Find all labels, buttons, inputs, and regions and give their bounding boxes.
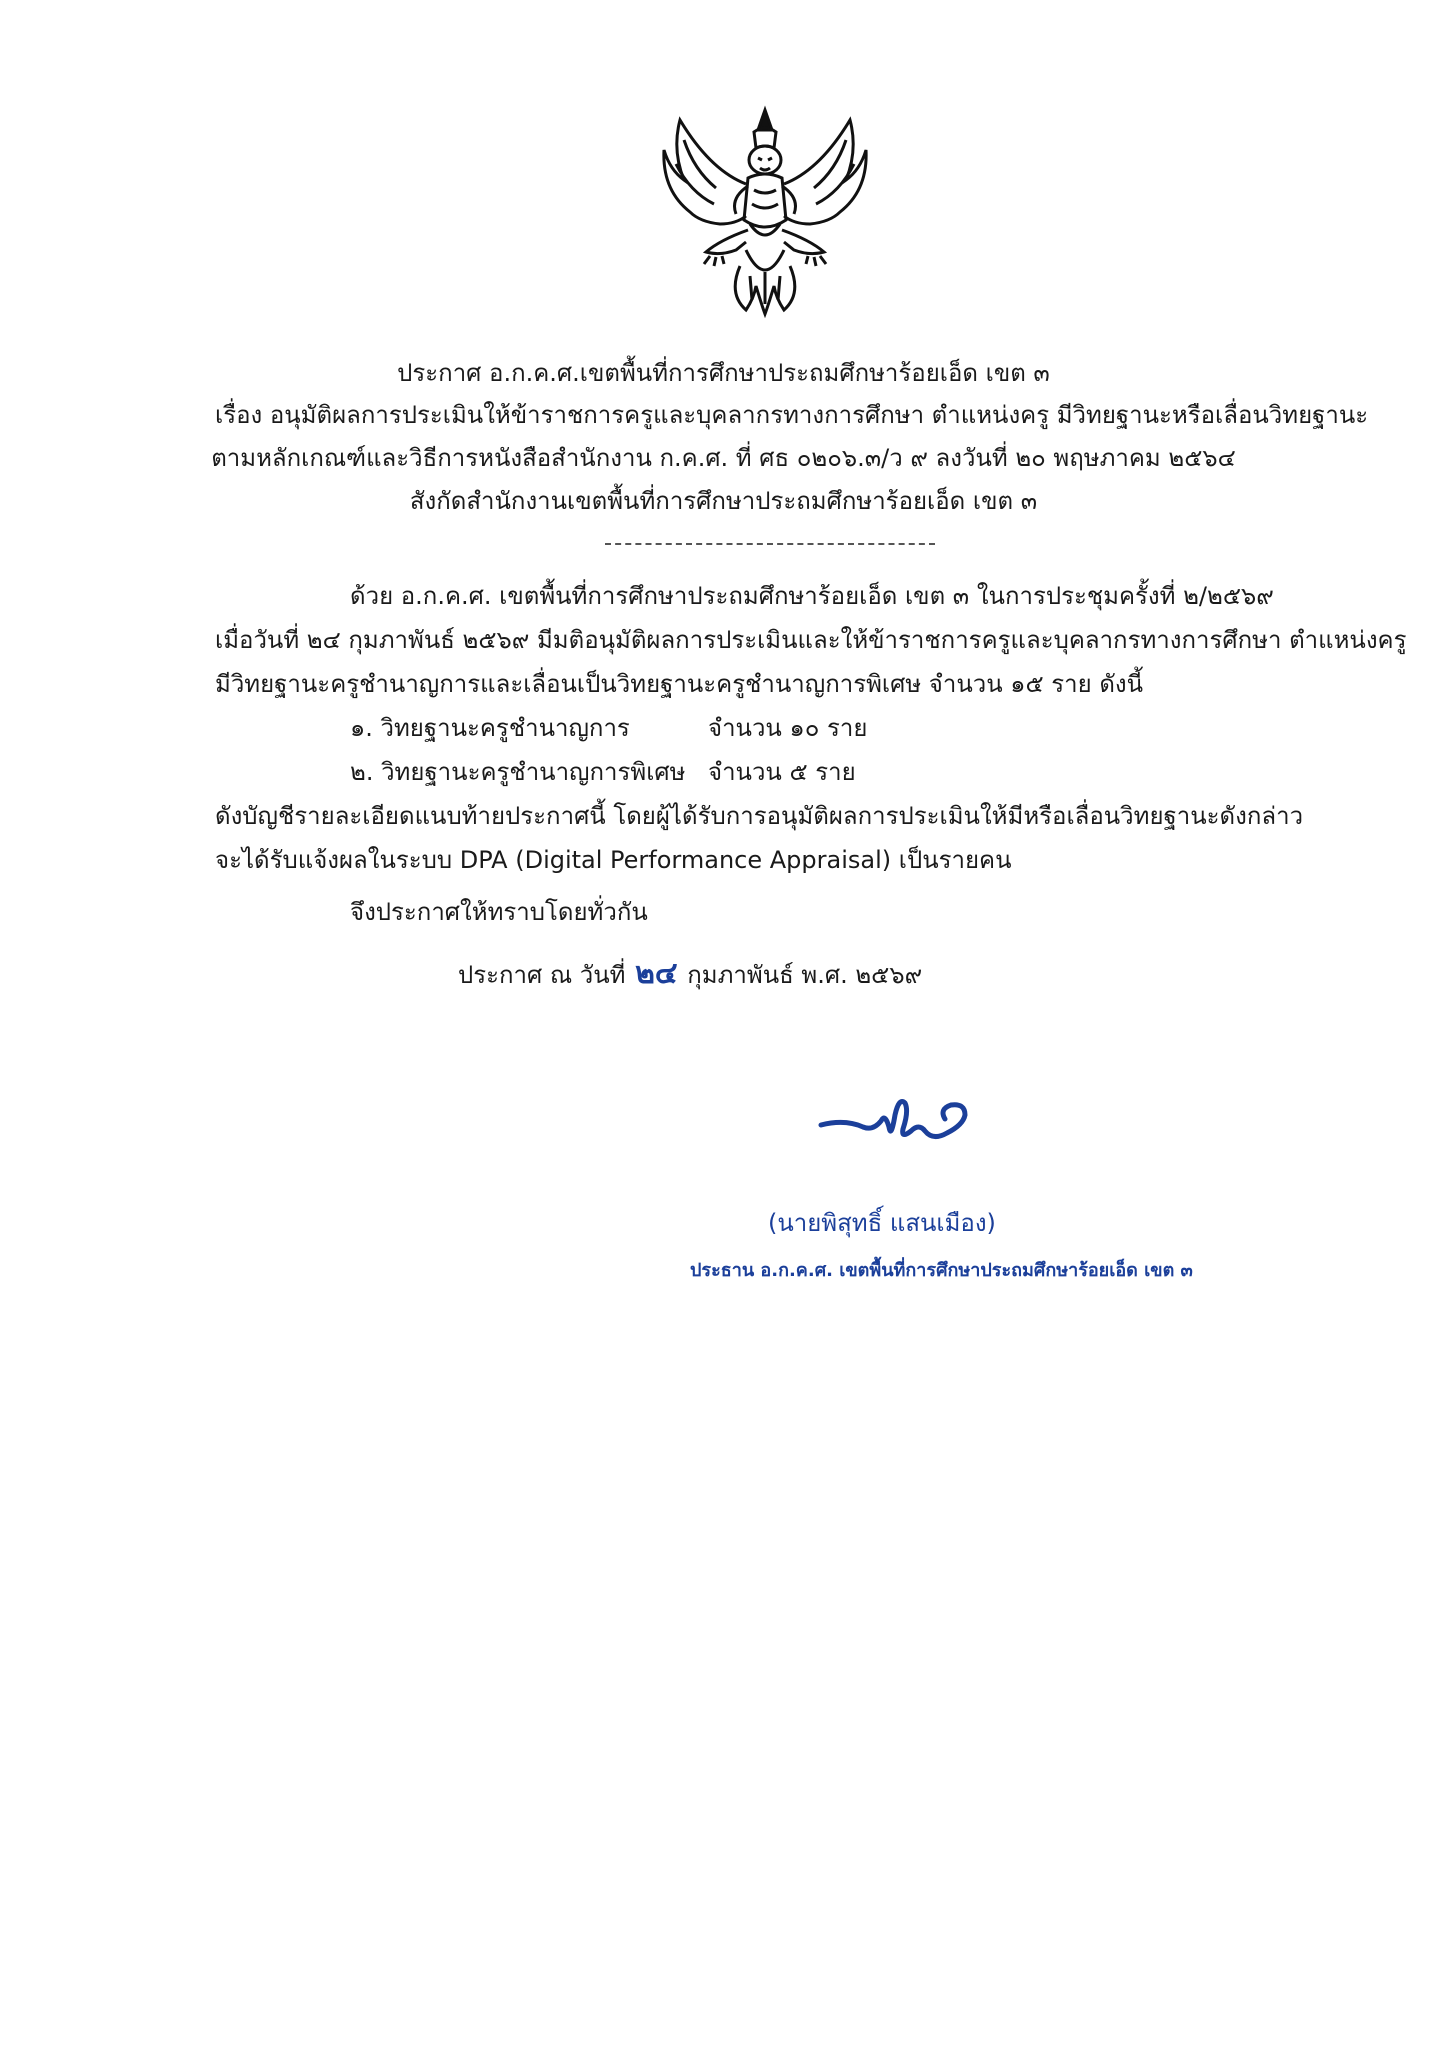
signatory-title: ประธาน อ.ก.ค.ศ. เขตพื้นที่การศึกษาประถมศึกษาร้อยเอ็ด เขต ๓ — [690, 1260, 1193, 1281]
signatory-name: (นายพิสุทธิ์ แสนเมือง) — [768, 1209, 996, 1237]
date-day-handwritten: ๒๔ — [635, 956, 678, 991]
body-paragraph-2-line-2: จะได้รับแจ้งผลในระบบ DPA (Digital Performance Appraisal) เป็นรายคน — [215, 846, 1012, 874]
list-item-label: ๒. วิทยฐานะครูชำนาญการพิเศษ — [350, 758, 686, 786]
list-item-label: ๑. วิทยฐานะครูชำนาญการ — [350, 714, 630, 742]
header-line-1: ประกาศ อ.ก.ค.ศ.เขตพื้นที่การศึกษาประถมศึกษาร้อยเอ็ด เขต ๓ — [397, 359, 1050, 387]
list-item — [350, 754, 685, 790]
announcement-date — [458, 956, 922, 993]
body-paragraph-1-line-3: มีวิทยฐานะครูชำนาญการและเลื่อนเป็นวิทยฐานะครูชำนาญการพิเศษ จำนวน ๑๕ ราย ดังนี้ — [215, 670, 1144, 698]
header-subject-line: เรื่อง อนุมัติผลการประเมินให้ข้าราชการครูและบุคลากรทางการศึกษา ตำแหน่งครู มีวิทยฐานะหรือเลื่อนวิทยฐานะ — [215, 401, 1369, 429]
header-line-3: ตามหลักเกณฑ์และวิธีการหนังสือสำนักงาน ก.ค.ศ. ที่ ศธ ๐๒๐๖.๓/ว ๙ ลงวันที่ ๒๐ พฤษภาคม ๒๕๖๔ — [211, 444, 1236, 472]
title-divider — [605, 543, 935, 545]
closing-statement: จึงประกาศให้ทราบโดยทั่วกัน — [350, 898, 648, 926]
garuda-emblem-icon — [650, 100, 880, 330]
date-prefix: ประกาศ ณ วันที่ — [458, 961, 626, 989]
list-item-count: จำนวน ๕ ราย — [708, 758, 856, 786]
body-paragraph-1-line-2: เมื่อวันที่ ๒๔ กุมภาพันธ์ ๒๕๖๙ มีมติอนุมัติผลการประเมินและให้ข้าราชการครูและบุคลากรทางการศึกษา ตำแหน่งครู — [215, 626, 1407, 654]
date-suffix: กุมภาพันธ์ พ.ศ. ๒๕๖๙ — [687, 961, 923, 989]
list-item — [350, 710, 630, 746]
body-paragraph-2-line-1: ดังบัญชีรายละเอียดแนบท้ายประกาศนี้ โดยผู้ได้รับการอนุมัติผลการประเมินให้มีหรือเลื่อนวิทยฐานะดังกล่าว — [215, 802, 1304, 830]
handwritten-signature-icon — [815, 1075, 995, 1165]
header-line-4: สังกัดสำนักงานเขตพื้นที่การศึกษาประถมศึกษาร้อยเอ็ด เขต ๓ — [409, 487, 1038, 515]
list-item-count: จำนวน ๑๐ ราย — [708, 714, 868, 742]
body-paragraph-1-line-1: ด้วย อ.ก.ค.ศ. เขตพื้นที่การศึกษาประถมศึกษาร้อยเอ็ด เขต ๓ ในการประชุมครั้งที่ ๒/๒๕๖๙ — [350, 582, 1274, 610]
